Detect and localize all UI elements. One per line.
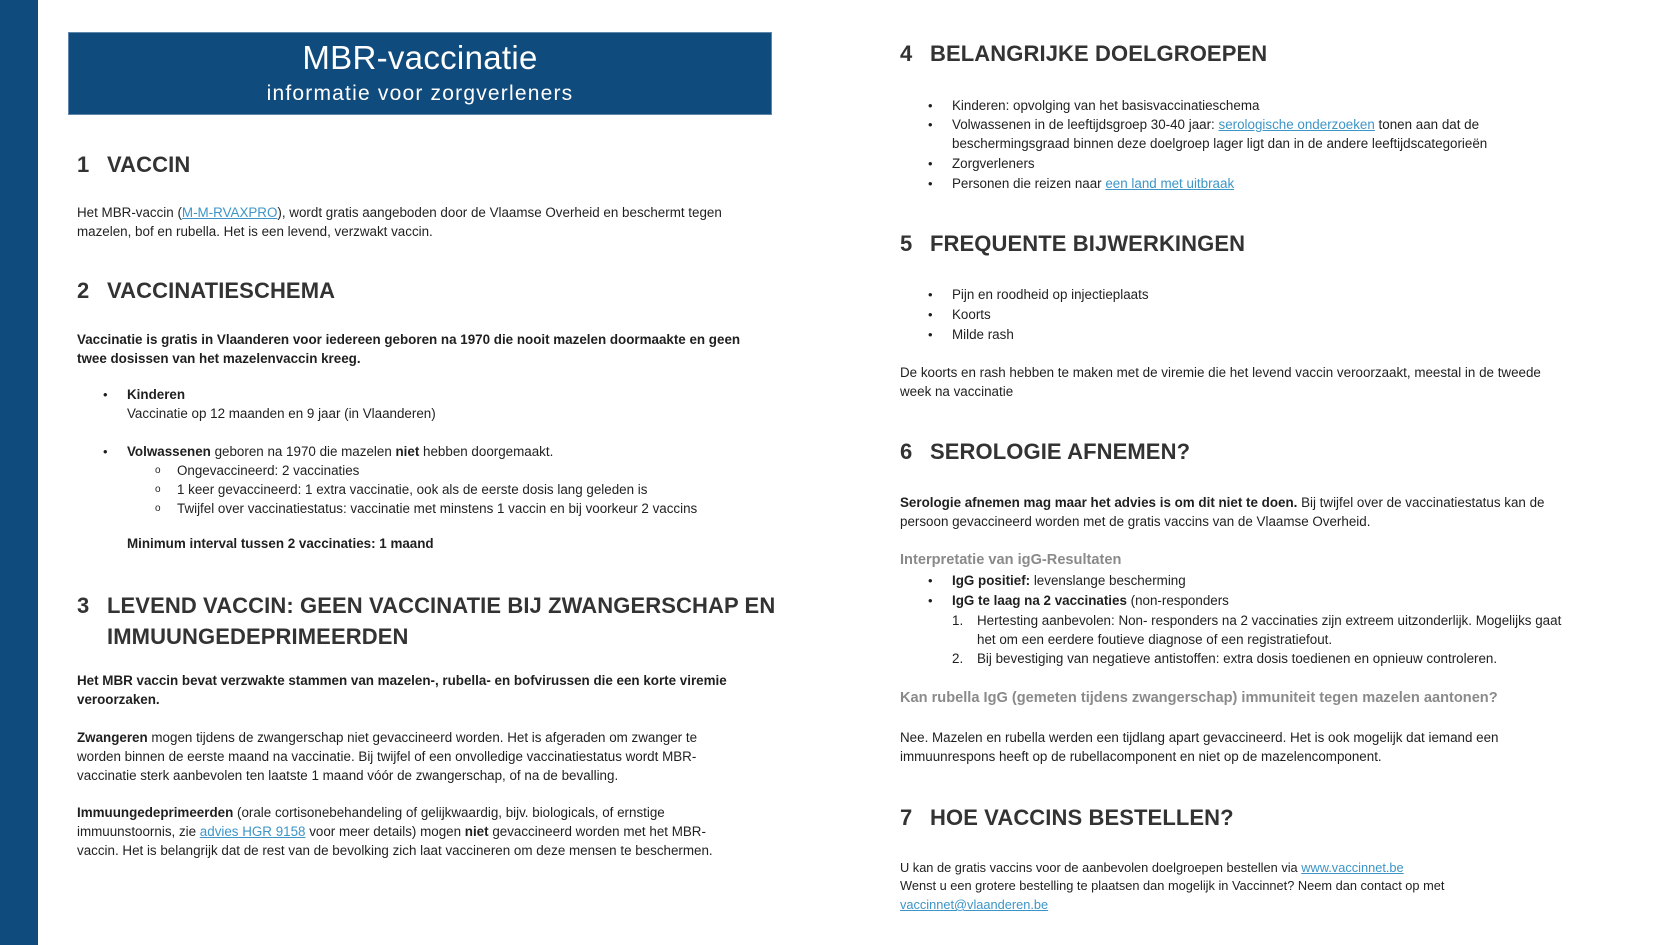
bestellen-line-2: Wenst u een grotere bestelling te plaatsen dan mogelijk in Vaccinnet? Neem dan contact op met [900, 878, 1445, 893]
text: Het MBR-vaccin ( [77, 205, 182, 220]
numbered-marker: 1. [952, 613, 964, 628]
bullet-icon: • [928, 573, 933, 588]
s6-intro-line-2: persoon gevaccineerd worden met de gratis vaccins van de Vlaamse Overheid. [900, 514, 1371, 529]
doelgroep-item: Kinderen: opvolging van het basisvaccinatieschema [952, 98, 1260, 113]
zwangeren-label: Zwangeren [77, 730, 148, 745]
section-number: 3 [77, 593, 90, 618]
bijwerking-item: Milde rash [952, 327, 1014, 342]
section-title-line-1: LEVEND VACCIN: GEEN VACCINATIE BIJ ZWANGERSCHAP EN [107, 593, 776, 618]
bijwerking-item: Koorts [952, 307, 991, 322]
bullet-icon: • [928, 117, 933, 132]
sub-item: Twijfel over vaccinatiestatus: vaccinatie met minstens 1 vaccin en bij voorkeur 2 vaccins [177, 501, 698, 516]
zwangeren-line-3: vaccinatie sterk aanbevolen ten laatste 1 maand vóór de zwangerschap, of na de bevalling. [77, 768, 619, 783]
bestellen-line-3 [900, 895, 1048, 914]
kinderen-text: Vaccinatie op 12 maanden en 9 jaar (in Vlaanderen) [127, 406, 436, 421]
s3-intro-line-2: veroorzaken. [77, 692, 160, 707]
bijwerking-item: Pijn en roodheid op injectieplaats [952, 287, 1149, 302]
s2-intro-line-1: Vaccinatie is gratis in Vlaanderen voor iedereen geboren na 1970 die nooit mazelen doormaakte en geen [77, 332, 741, 347]
text-bold: niet [464, 824, 489, 839]
text: levenslange bescherming [1030, 573, 1186, 588]
section-title: HOE VACCINS BESTELLEN? [930, 805, 1234, 830]
section-number: 2 [77, 278, 90, 303]
link-serologische-onderzoeken[interactable]: serologische onderzoeken [1218, 117, 1375, 132]
text: tonen aan dat de [1374, 117, 1480, 132]
text: U kan de gratis vaccins voor de aanbevolen doelgroepen bestellen via [900, 860, 1302, 875]
section-title: FREQUENTE BIJWERKINGEN [930, 231, 1246, 256]
text: (orale cortisonebehandeling of gelijkwaardig, bijv. biologicals, of ernstige [233, 805, 665, 820]
section-2-heading [77, 278, 335, 304]
bullet-icon: • [928, 156, 933, 171]
section-number: 7 [900, 805, 913, 830]
igg-item [952, 571, 1186, 590]
bullet-icon: • [103, 444, 108, 459]
bestellen-line-1 [900, 858, 1404, 877]
sub-bullet-icon: o [155, 484, 161, 495]
immuun-line-2 [77, 822, 706, 841]
s1-paragraph-line-2: mazelen, bof en rubella. Het is een levend, verzwakt vaccin. [77, 224, 433, 239]
immuun-label: Immuungedeprimeerden [77, 805, 234, 820]
section-number: 1 [77, 152, 90, 177]
section-3-heading [77, 590, 775, 652]
immuun-line-1 [77, 803, 665, 822]
bullet-icon: • [928, 593, 933, 608]
bullet-icon: • [928, 307, 933, 322]
section-title: BELANGRIJKE DOELGROEPEN [930, 41, 1268, 66]
bullet-icon: • [928, 176, 933, 191]
volwassenen-label: Volwassenen [127, 444, 211, 459]
text: hebben doorgemaakt. [419, 444, 554, 459]
title-banner [68, 32, 772, 115]
section-number: 6 [900, 439, 913, 464]
volwassenen-item [127, 442, 553, 461]
rubella-question-subheading: Kan rubella IgG (gemeten tijdens zwangerschap) immuniteit tegen mazelen aantonen? [900, 690, 1498, 706]
link-vaccinnet[interactable]: www.vaccinnet.be [1301, 860, 1404, 875]
s5-paragraph-line-2: week na vaccinatie [900, 384, 1014, 399]
bullet-icon: • [103, 387, 108, 402]
section-title: VACCINATIESCHEMA [107, 278, 336, 303]
section-number: 5 [900, 231, 913, 256]
doelgroep-item-cont: beschermingsgraad binnen deze doelgroep lager ligt dan in de andere leeftijdscategorieën [952, 136, 1488, 151]
sub-item: 1 keer gevaccineerd: 1 extra vaccinatie, ook als de eerste dosis lang geleden is [177, 482, 648, 497]
zwangeren-line-2: worden binnen de eerste maand na vaccinatie. Bij twijfel of een onvolledige vaccinatiestatus wordt MBR- [77, 749, 697, 764]
s5-paragraph-line-1: De koorts en rash hebben te maken met de viremie die het levend vaccin veroorzaakt, meestal in de tweede [900, 365, 1541, 380]
left-brand-stripe [0, 0, 38, 945]
section-7-heading [900, 805, 1234, 831]
text-bold: IgG positief: [952, 573, 1031, 588]
text: voor meer details) mogen [305, 824, 465, 839]
numbered-marker: 2. [952, 651, 964, 666]
link-advies-hgr-9158[interactable]: advies HGR 9158 [199, 824, 306, 839]
numbered-item-2: Bij bevestiging van negatieve antistoffen: extra dosis toedienen en opnieuw controleren. [977, 651, 1498, 666]
text: gevaccineerd worden met het MBR- [488, 824, 706, 839]
text: geboren na 1970 die mazelen [210, 444, 396, 459]
rubella-answer-line-2: immuunrespons heeft op de rubellacomponent en niet op de mazelencomponent. [900, 749, 1382, 764]
rubella-answer-line-1: Nee. Mazelen en rubella werden een tijdlang apart gevaccineerd. Het is ook mogelijk dat iemand een [900, 730, 1499, 745]
sub-bullet-icon: o [155, 465, 161, 476]
text-bold: IgG te laag na 2 vaccinaties [952, 593, 1127, 608]
section-5-heading [900, 231, 1245, 257]
text: (non-responders [1126, 593, 1229, 608]
section-title-line-2: IMMUUNGEDEPRIMEERDEN [107, 624, 409, 649]
bullet-icon: • [928, 327, 933, 342]
text: Personen die reizen naar [952, 176, 1106, 191]
s1-paragraph-line-1 [77, 203, 722, 222]
section-1-heading [77, 152, 190, 178]
numbered-item-1-line-1: Hertesting aanbevolen: Non- responders na 2 vaccinaties zijn extreem uitzonderlijk. Mogelijks gaat [977, 613, 1562, 628]
section-number: 4 [900, 41, 913, 66]
text: mogen tijdens de zwangerschap niet gevaccineerd worden. Het is afgeraden om zwanger te [147, 730, 698, 745]
kinderen-label: Kinderen [127, 387, 186, 402]
sub-item: Ongevaccineerd: 2 vaccinaties [177, 463, 360, 478]
text-bold: Serologie afnemen mag maar het advies is om dit niet te doen. [900, 495, 1298, 510]
doelgroep-item [952, 115, 1479, 134]
link-land-met-uitbraak[interactable]: een land met uitbraak [1105, 176, 1235, 191]
section-title: VACCIN [107, 152, 191, 177]
numbered-item-1-line-2: het om een eerdere foutieve diagnose of een registratiefout. [977, 632, 1333, 647]
text: Bij twijfel over de vaccinatiestatus kan de [1297, 495, 1545, 510]
document-title: MBR-vaccinatie [302, 39, 538, 76]
sub-bullet-icon: o [155, 503, 161, 514]
s2-intro-line-2: twee dosissen van het mazelenvaccin kreeg. [77, 351, 361, 366]
text: ), wordt gratis aangeboden door de Vlaamse Overheid en beschermt tegen [277, 205, 722, 220]
text: Volwassenen in de leeftijdsgroep 30-40 jaar: [952, 117, 1219, 132]
text: immuunstoornis, zie [77, 824, 200, 839]
section-6-heading [900, 439, 1190, 465]
link-m-m-rvaxpro[interactable]: M-M-RVAXPRO [181, 205, 278, 220]
section-title: SEROLOGIE AFNEMEN? [930, 439, 1191, 464]
section-4-heading [900, 41, 1267, 67]
s6-intro-line-1 [900, 493, 1544, 512]
bullet-icon: • [928, 98, 933, 113]
bullet-icon: • [928, 287, 933, 302]
minimum-interval: Minimum interval tussen 2 vaccinaties: 1 maand [127, 536, 434, 551]
immuun-line-3: vaccin. Het is belangrijk dat de rest van de bevolking zich laat vaccineren om deze mensen te beschermen. [77, 843, 713, 858]
document-subtitle: informatie voor zorgverleners [266, 82, 574, 105]
link-email-vaccinnet[interactable]: vaccinnet@vlaanderen.be [900, 897, 1049, 912]
doelgroep-item [952, 174, 1234, 193]
igg-item [952, 591, 1229, 610]
doelgroep-item: Zorgverleners [952, 156, 1035, 171]
zwangeren-line-1 [77, 728, 697, 747]
text-bold: niet [395, 444, 420, 459]
interpretatie-subheading: Interpretatie van igG-Resultaten [900, 552, 1122, 568]
s3-intro-line-1: Het MBR vaccin bevat verzwakte stammen van mazelen-, rubella- en bofvirussen die een korte viremie [77, 673, 727, 688]
